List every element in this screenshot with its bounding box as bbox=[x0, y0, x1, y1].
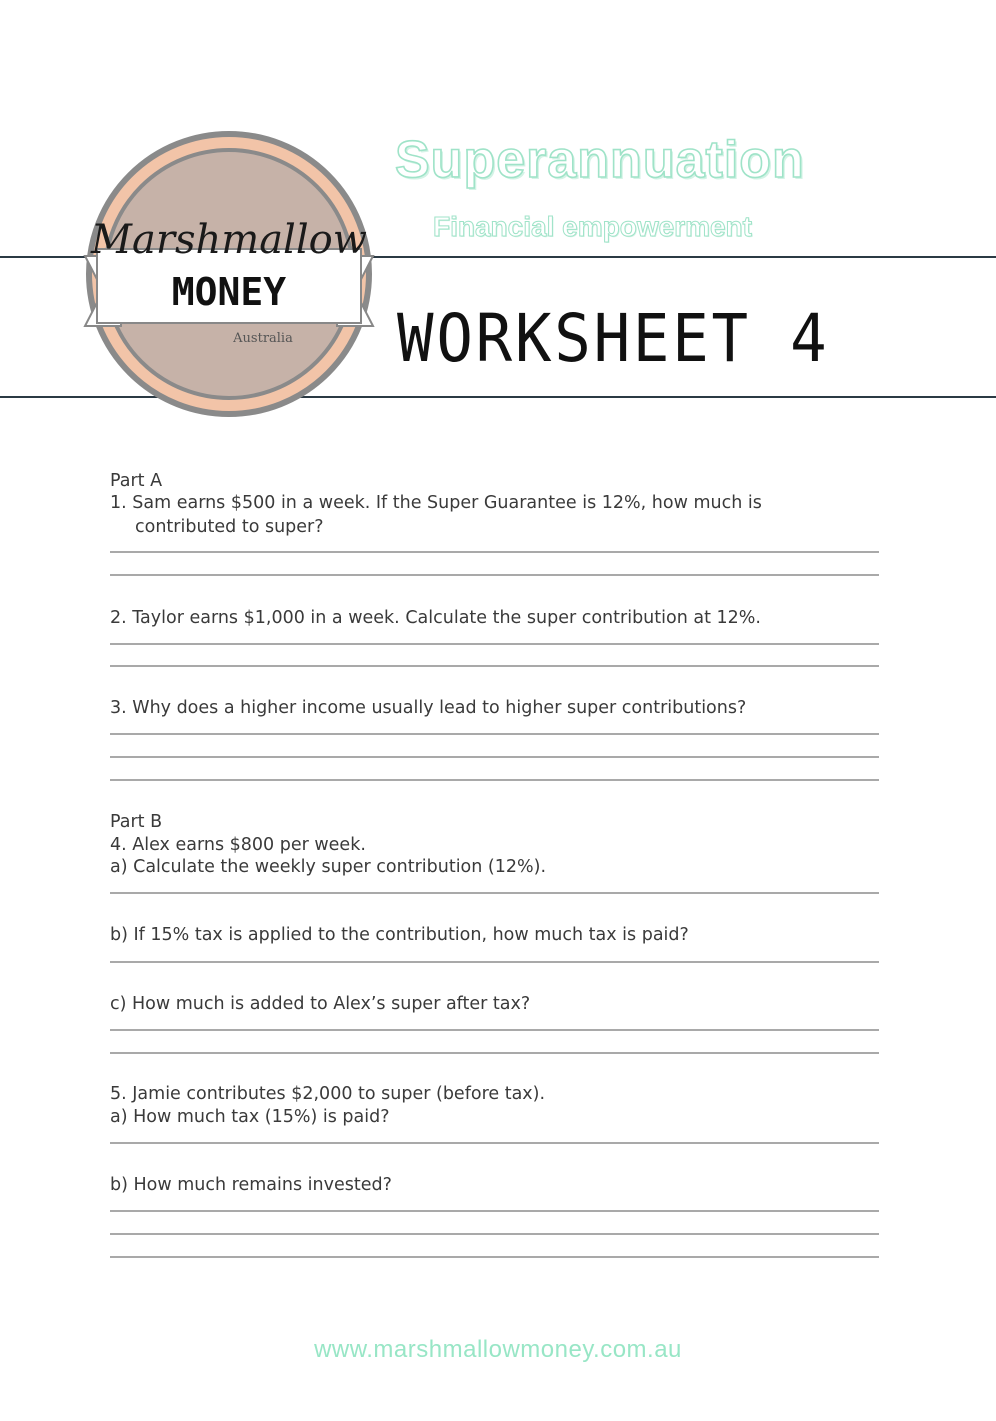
answer-line[interactable] bbox=[110, 961, 879, 963]
answer-line[interactable] bbox=[110, 892, 879, 894]
marshmallow-money-logo bbox=[73, 131, 385, 421]
question-5b-text: b) How much remains invested? bbox=[110, 1175, 392, 1195]
question-4-text: 4. Alex earns $800 per week. bbox=[110, 835, 366, 855]
question-2-text: 2. Taylor earns $1,000 in a week. Calculate the super contribution at 12%. bbox=[110, 608, 761, 628]
answer-line[interactable] bbox=[110, 643, 879, 645]
answer-line[interactable] bbox=[110, 1256, 879, 1258]
answer-line[interactable] bbox=[110, 1052, 879, 1054]
question-5a-text: a) How much tax (15%) is paid? bbox=[110, 1107, 390, 1127]
worksheet-number-heading: WORKSHEET 4 bbox=[397, 300, 830, 377]
answer-line[interactable] bbox=[110, 1029, 879, 1031]
question-3-text: 3. Why does a higher income usually lead to higher super contributions? bbox=[110, 698, 747, 718]
worksheet-topic-title: Superannuation bbox=[395, 131, 805, 189]
question-1-text-continued: contributed to super? bbox=[135, 517, 324, 537]
answer-line[interactable] bbox=[110, 551, 879, 553]
answer-line[interactable] bbox=[110, 574, 879, 576]
answer-line[interactable] bbox=[110, 1233, 879, 1235]
question-5-text: 5. Jamie contributes $2,000 to super (before tax). bbox=[110, 1084, 546, 1104]
logo-script-text: Marshmallow bbox=[91, 217, 367, 263]
answer-line[interactable] bbox=[110, 779, 879, 781]
logo-banner-text: MONEY bbox=[171, 270, 287, 314]
question-4b-text: b) If 15% tax is applied to the contribution, how much tax is paid? bbox=[110, 925, 689, 945]
question-1-text: 1. Sam earns $500 in a week. If the Super Guarantee is 12%, how much is bbox=[110, 493, 762, 513]
answer-line[interactable] bbox=[110, 665, 879, 667]
answer-line[interactable] bbox=[110, 756, 879, 758]
answer-line[interactable] bbox=[110, 1210, 879, 1212]
worksheet-subtitle: Financial empowerment bbox=[433, 211, 752, 242]
part-b-heading: Part B bbox=[110, 812, 163, 832]
logo-country-text: Australia bbox=[233, 331, 293, 346]
question-4a-text: a) Calculate the weekly super contribution (12%). bbox=[110, 857, 547, 877]
footer-website-link[interactable]: www.marshmallowmoney.com.au bbox=[314, 1336, 682, 1363]
answer-line[interactable] bbox=[110, 1142, 879, 1144]
part-a-heading: Part A bbox=[110, 471, 163, 491]
question-4c-text: c) How much is added to Alex’s super after tax? bbox=[110, 994, 531, 1014]
answer-line[interactable] bbox=[110, 733, 879, 735]
